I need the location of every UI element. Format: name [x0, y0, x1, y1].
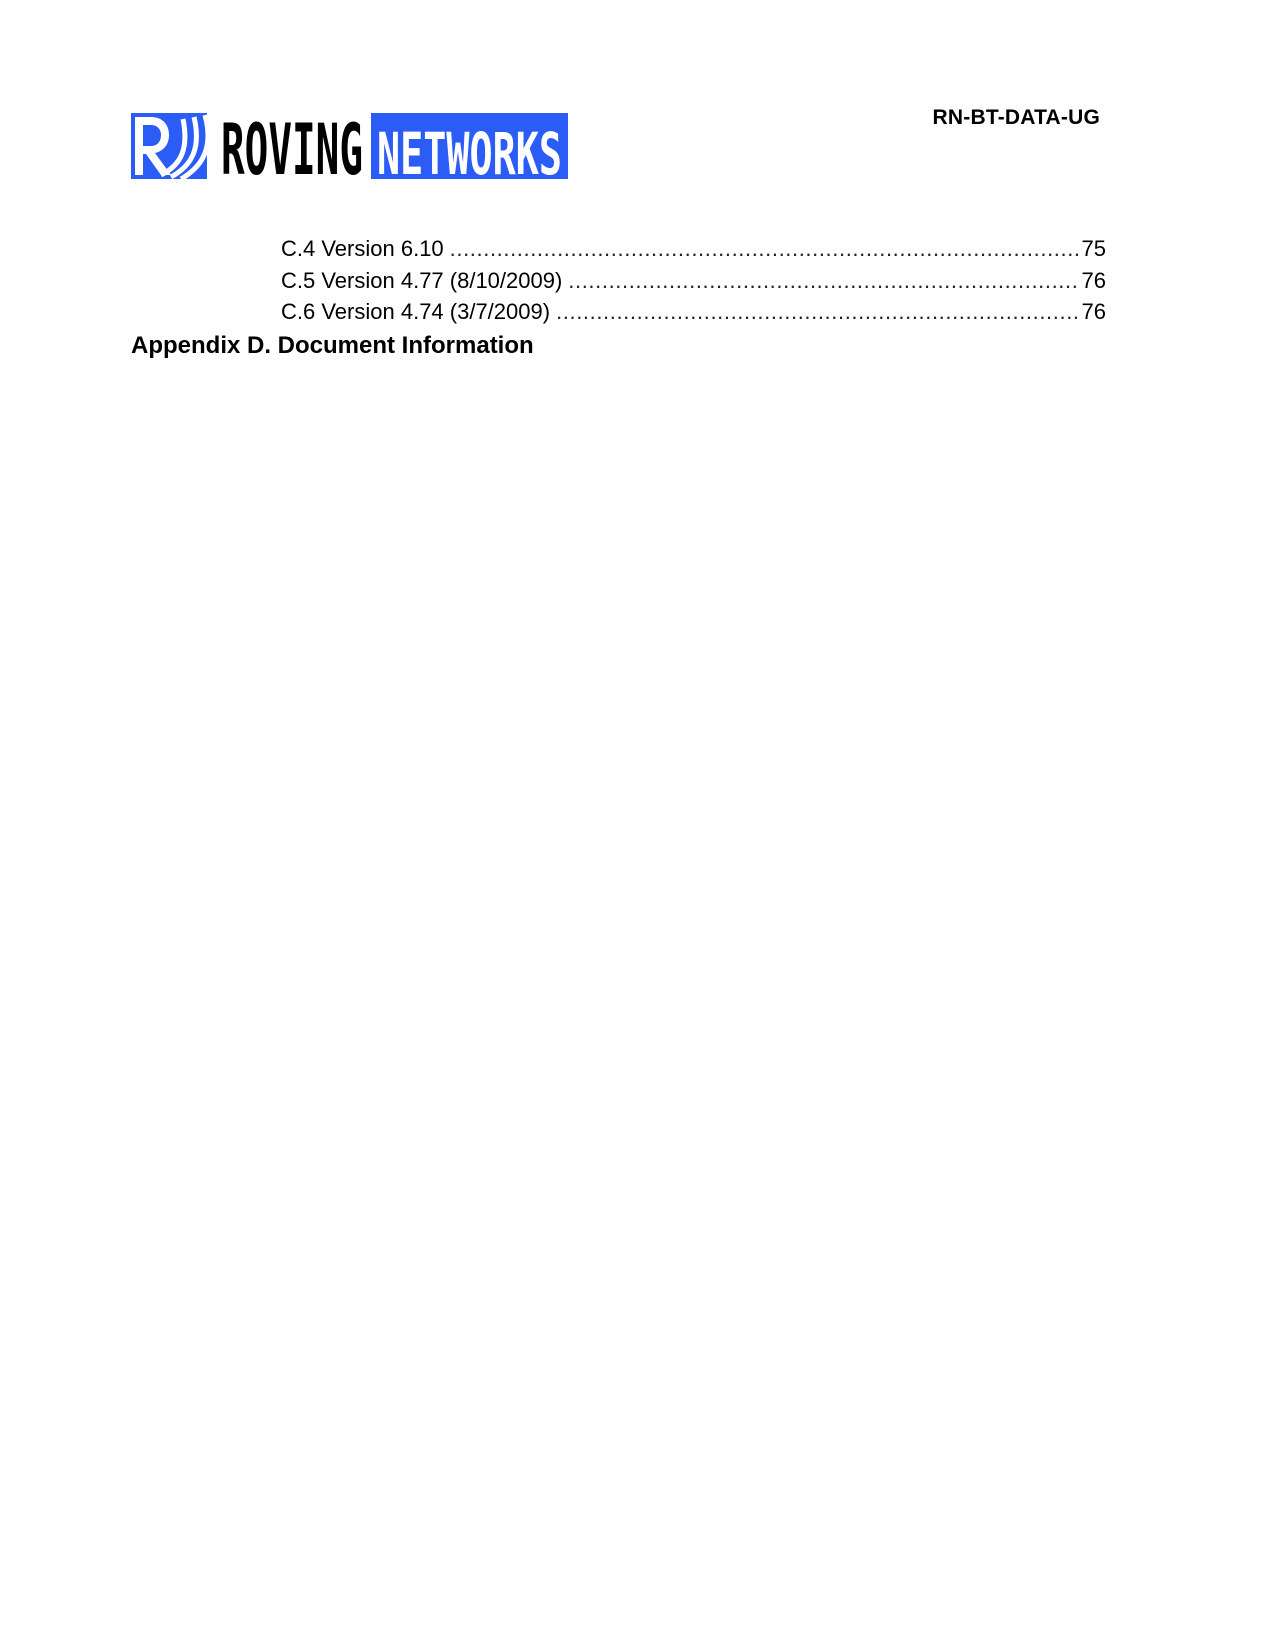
toc-dot-leader: [450, 233, 1078, 265]
toc-entry-title: C.5 Version 4.77 (8/10/2009): [281, 267, 563, 293]
appendix-heading[interactable]: Appendix D. Document Information: [131, 332, 534, 359]
toc-dot-leader: [556, 296, 1077, 328]
toc-entry-page: 76: [1081, 267, 1106, 293]
document-code: RN-BT-DATA-UG: [932, 106, 1100, 129]
toc-entry[interactable]: [281, 265, 1106, 297]
toc-entry[interactable]: [281, 233, 1106, 265]
roving-networks-logo: [131, 113, 568, 179]
toc-entry[interactable]: [281, 296, 1106, 328]
toc-entry-title: C.6 Version 4.74 (3/7/2009): [281, 299, 551, 324]
toc-entry-title: C.4 Version 6.10: [281, 236, 444, 261]
toc-entry-page: 76: [1081, 299, 1106, 324]
toc-dot-leader: [568, 265, 1077, 297]
table-of-contents: [281, 233, 1106, 328]
logo-word-networks: NETWORKS: [377, 120, 562, 179]
toc-entry-page: 75: [1081, 236, 1106, 261]
logo-word-roving: ROVING: [221, 113, 363, 179]
